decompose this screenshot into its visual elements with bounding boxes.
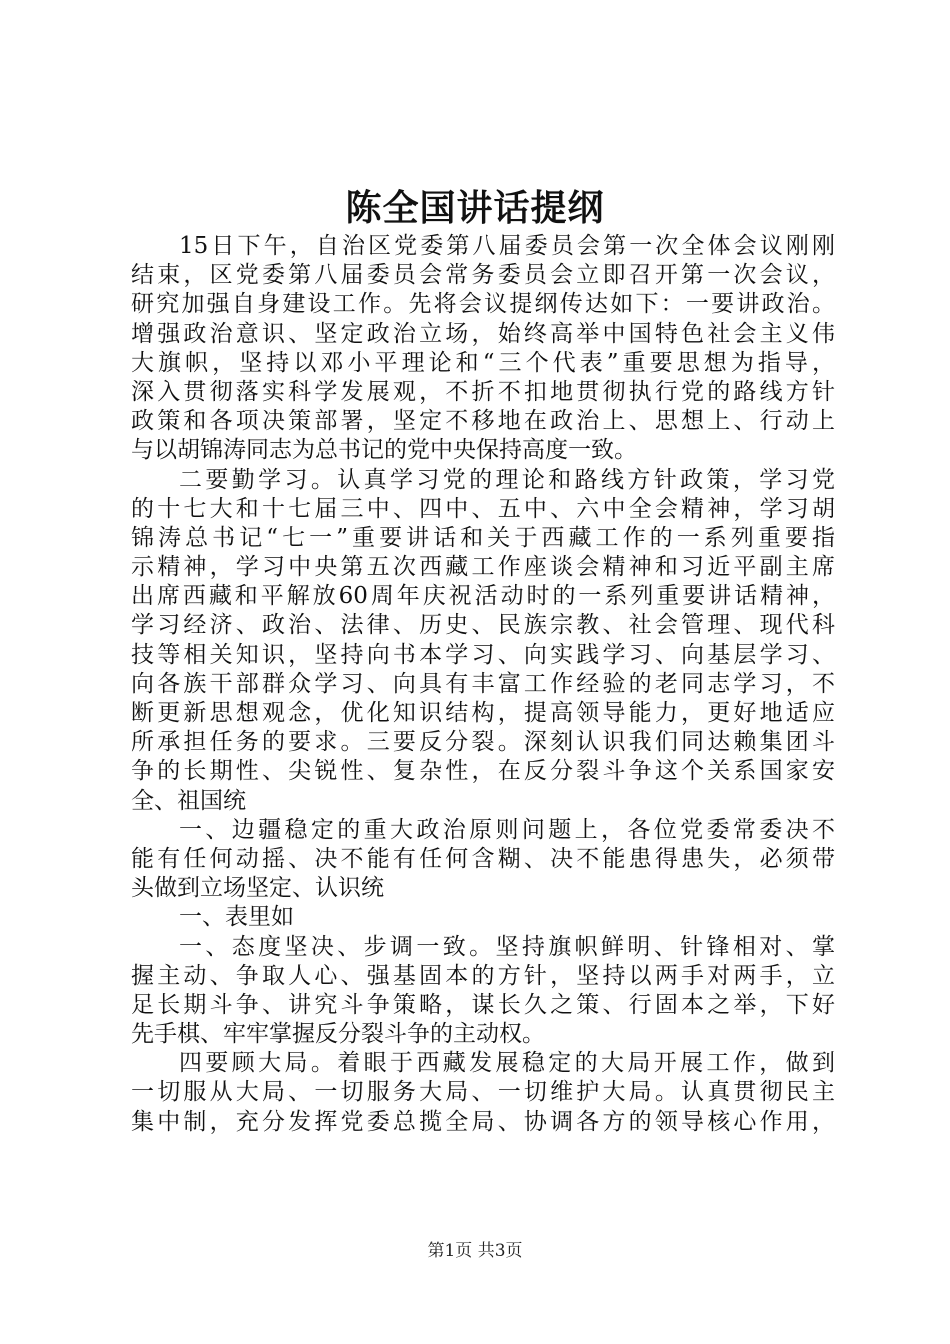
body-line: 四要顾大局。着眼于西藏发展稳定的大局开展工作，做到	[179, 1050, 835, 1077]
body-line: 头做到立场坚定、认识统	[131, 875, 384, 902]
body-line: 二要勤学习。认真学习党的理论和路线方针政策，学习党	[179, 466, 835, 493]
body-line: 的十七大和十七届三中、四中、五中、六中全会精神，学习胡	[131, 495, 835, 522]
body-line: 研究加强自身建设工作。先将会议提纲传达如下：一要讲政治。	[131, 291, 835, 318]
body-line: 全、祖国统	[131, 787, 246, 814]
body-line: 示精神，学习中央第五次西藏工作座谈会精神和习近平副主席	[131, 554, 835, 581]
body-line: 能有任何动摇、决不能有任何含糊、决不能患得患失，必须带	[131, 845, 835, 872]
body-line: 结束，区党委第八届委员会常务委员会立即召开第一次会议，	[131, 262, 835, 289]
body-line: 断更新思想观念，优化知识结构，提高领导能力，更好地适应	[131, 700, 835, 726]
body-line: 握主动、争取人心、强基固本的方针，坚持以两手对两手，立	[131, 962, 835, 989]
body-line: 与以胡锦涛同志为总书记的党中央保持高度一致。	[131, 437, 637, 464]
body-line: 集中制，充分发挥党委总揽全局、协调各方的领导核心作用，	[131, 1108, 835, 1135]
body-line: 一、态度坚决、步调一致。坚持旗帜鲜明、针锋相对、掌	[179, 933, 835, 960]
page-footer: 第1页 共3页	[427, 1241, 523, 1261]
body-line: 政策和各项决策部署，坚定不移地在政治上、思想上、行动上	[131, 408, 835, 435]
document-body	[131, 232, 835, 1137]
document-title: 陈全国讲话提纲	[345, 187, 605, 229]
body-line: 足长期斗争、讲究斗争策略，谋长久之策、行固本之举，下好	[131, 991, 835, 1018]
body-line: 大旗帜，坚持以邓小平理论和“三个代表”重要思想为指导，	[131, 349, 835, 376]
body-line: 锦涛总书记“七一”重要讲话和关于西藏工作的一系列重要指	[131, 524, 835, 551]
body-line: 向各族干部群众学习、向具有丰富工作经验的老同志学习，不	[131, 670, 835, 697]
body-line: 所承担任务的要求。三要反分裂。深刻认识我们同达赖集团斗	[131, 729, 835, 756]
body-line: 一切服从大局、一切服务大局、一切维护大局。认真贯彻民主	[131, 1079, 835, 1106]
body-line: 出席西藏和平解放60周年庆祝活动时的一系列重要讲话精神，	[131, 583, 835, 610]
body-line: 技等相关知识，坚持向书本学习、向实践学习、向基层学习、	[131, 641, 835, 668]
body-line: 一、表里如	[179, 904, 294, 931]
body-line: 先手棋、牢牢掌握反分裂斗争的主动权。	[131, 1021, 545, 1048]
body-line: 一、边疆稳定的重大政治原则问题上，各位党委常委决不	[179, 816, 835, 843]
body-line: 学习经济、政治、法律、历史、民族宗教、社会管理、现代科	[131, 612, 835, 639]
body-line: 增强政治意识、坚定政治立场，始终高举中国特色社会主义伟	[131, 320, 835, 347]
body-line: 15日下午，自治区党委第八届委员会第一次全体会议刚刚	[179, 233, 835, 259]
body-line: 争的长期性、尖锐性、复杂性，在反分裂斗争这个关系国家安	[131, 758, 835, 785]
body-line: 深入贯彻落实科学发展观，不折不扣地贯彻执行党的路线方针	[131, 378, 835, 405]
